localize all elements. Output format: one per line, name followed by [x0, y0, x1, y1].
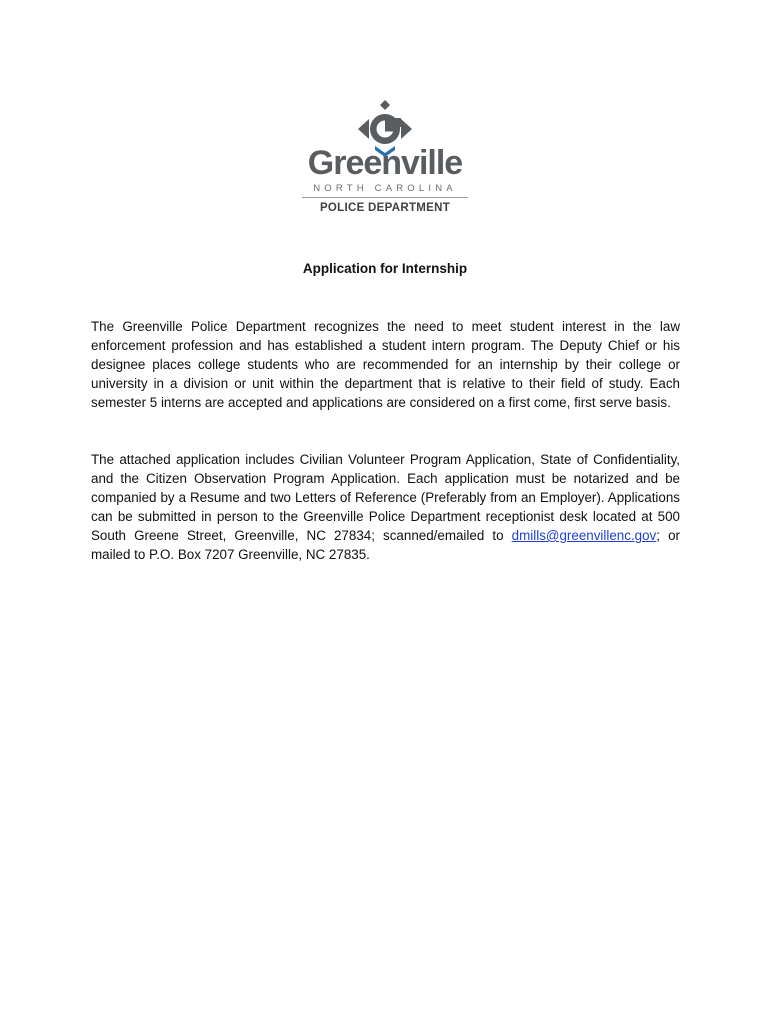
greenville-police-logo [300, 98, 470, 222]
email-link[interactable]: dmills@greenvillenc.gov [511, 528, 657, 543]
document-title: Application for Internship [302, 261, 468, 276]
intro-paragraph: The Greenville Police Department recognizes the need to meet student interest in the law enforcement profession and has established a student intern program. The Deputy Chief or his designee places college students who are recommended for an internship by their college or university in a division or unit within the department that is relative to their field of study. Each semester 5 interns are accepted and applications are considered on a first come, first serve basis. [91, 319, 680, 410]
logo-state-name: NORTH CAROLINA [313, 183, 457, 194]
logo-department-name: POLICE DEPARTMENT [319, 202, 451, 214]
submission-text-end: ; or mailed to P.O. Box 7207 Greenville, NC 27835. [91, 528, 680, 562]
logo-city-name: Greenville [307, 144, 463, 182]
submission-paragraph [91, 450, 680, 564]
logo-divider [302, 197, 468, 198]
submission-text: The attached application includes Civilian Volunteer Program Application, State of Confidentiality, and the Citizen Observation Program Application. Each application must be notarized and be companied by a Resume and two Letters of Reference (Preferably from an Employer). Applications can be submitted in person to the Greenville Police Department receptionist desk located at 500 South Greene Street, Greenville, NC 27834; scanned/emailed to [91, 452, 680, 543]
